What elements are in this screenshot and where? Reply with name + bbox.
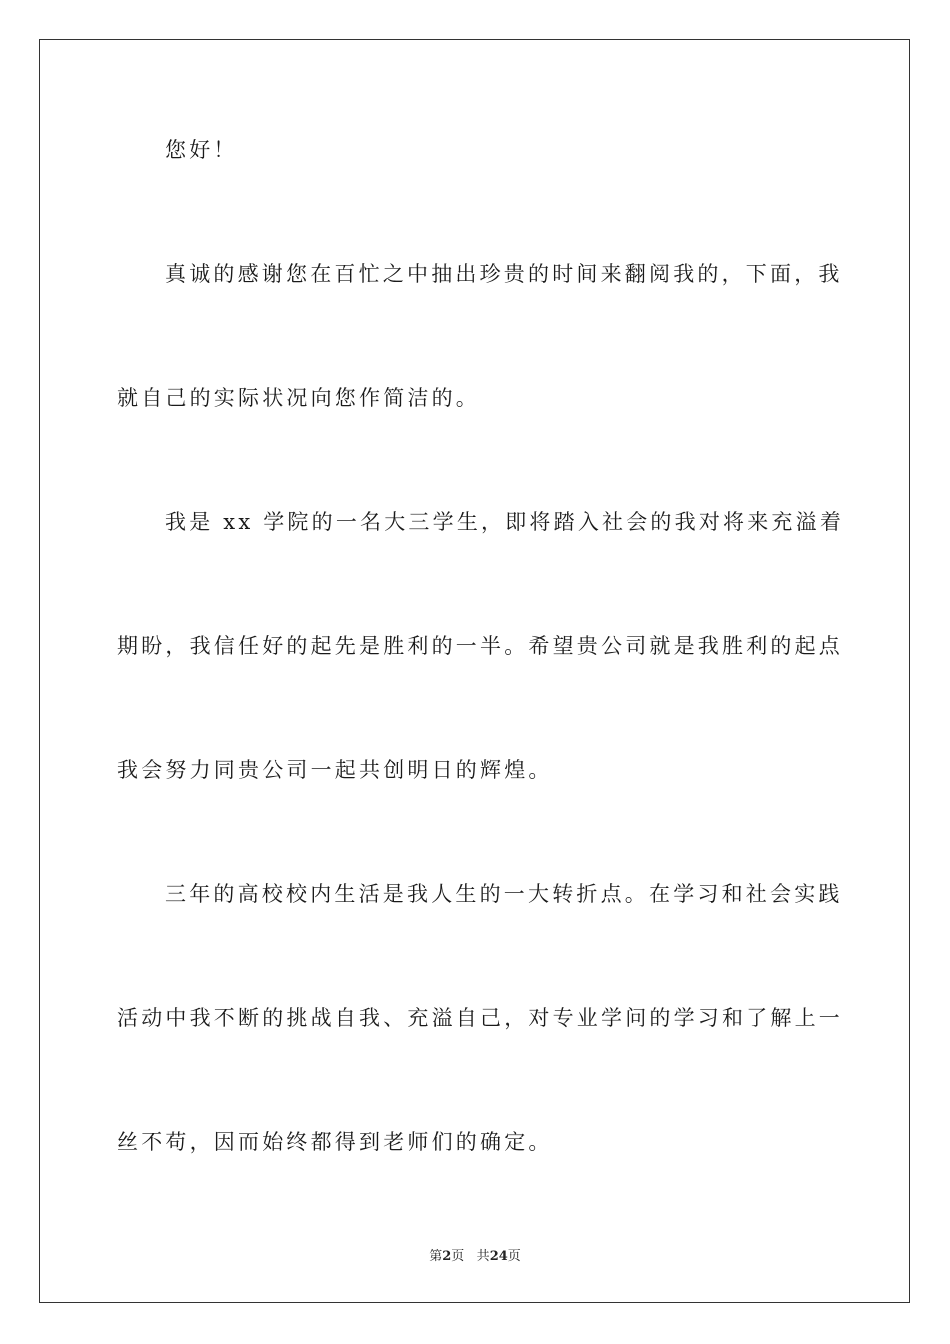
page-suffix: 页 xyxy=(451,1249,465,1264)
page-prefix: 第 xyxy=(429,1249,443,1264)
body-line: 期盼，我信任好的起先是胜利的一半。希望贵公司就是我胜利的起点 xyxy=(117,634,843,658)
body-line: 真诚的感谢您在百忙之中抽出珍贵的时间来翻阅我的，下面，我 xyxy=(165,262,843,286)
body-line: 我是 xx 学院的一名大三学生，即将踏入社会的我对将来充溢着 xyxy=(165,510,845,534)
body-line: 就自己的实际状况向您作简洁的。 xyxy=(117,386,480,410)
page-total: 24 xyxy=(489,1249,508,1264)
page-current: 2 xyxy=(442,1249,452,1264)
total-suffix: 页 xyxy=(507,1249,521,1264)
total-prefix: 共 xyxy=(476,1249,490,1264)
body-line: 丝不苟，因而始终都得到老师们的确定。 xyxy=(117,1130,553,1154)
greeting-line: 您好！ xyxy=(165,138,238,162)
page-border xyxy=(39,39,910,1303)
body-line: 我会努力同贵公司一起共创明日的辉煌。 xyxy=(117,758,553,782)
page-footer xyxy=(0,1248,950,1266)
body-line: 三年的高校校内生活是我人生的一大转折点。在学习和社会实践 xyxy=(165,882,843,906)
body-line: 活动中我不断的挑战自我、充溢自己，对专业学问的学习和了解上一 xyxy=(117,1006,843,1030)
